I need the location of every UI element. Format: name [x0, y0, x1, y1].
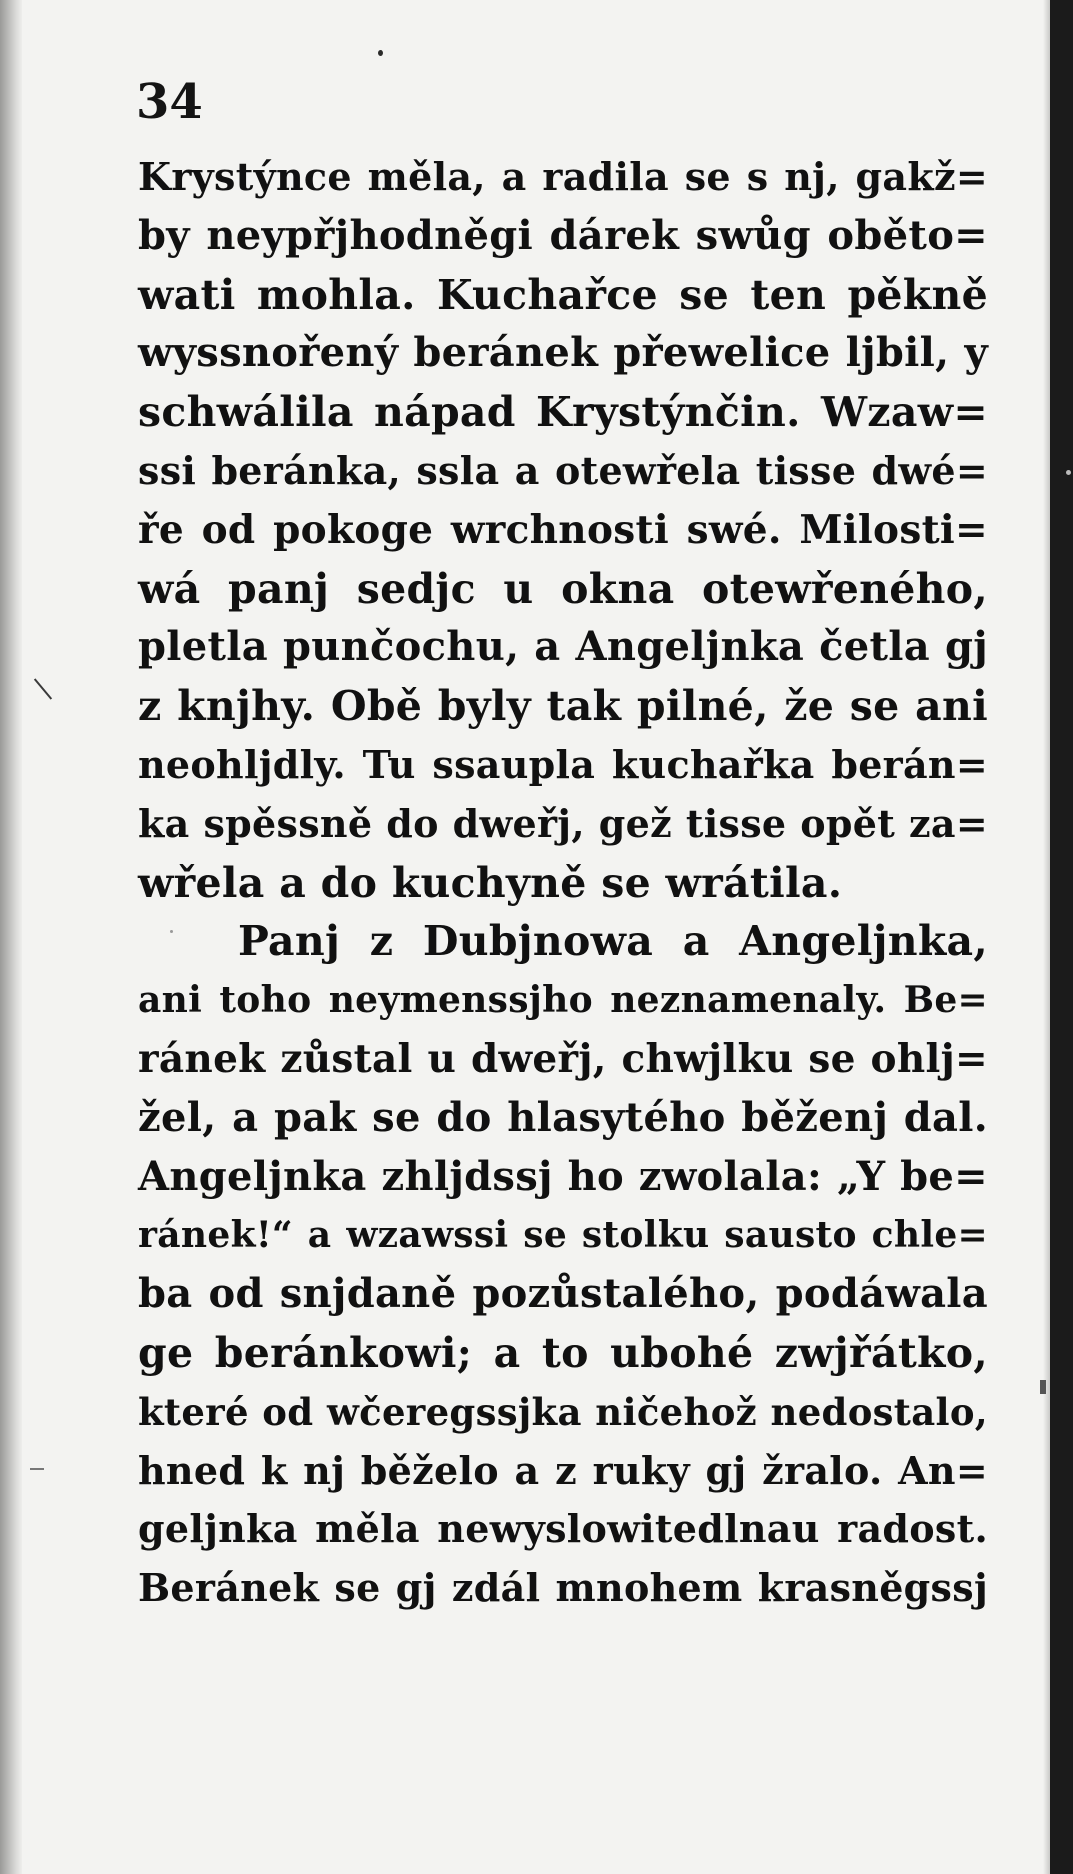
text-line: hned k nj běželo a z ruky gj žralo. An=	[138, 1447, 988, 1493]
text-line: wá panj sedjc u okna otewřeného,	[138, 564, 988, 613]
text-line: ře od pokoge wrchnosti swé. Milosti=	[138, 506, 988, 553]
margin-stroke	[30, 1468, 44, 1470]
ink-speck	[378, 50, 383, 56]
text-line: žel, a pak se do hlasytého běženj dal.	[138, 1093, 988, 1141]
text-line: ránek!“ a wzawssi se stolku sausto chle=	[138, 1214, 988, 1257]
text-line: pletla punčochu, a Angeljnka četla gj	[138, 623, 988, 671]
text-line: ba od snjdaně pozůstalého, podáwala	[138, 1270, 988, 1318]
text-line: wati mohla. Kuchařce se ten pěkně	[138, 270, 988, 319]
text-line: ge beránkowi; a to ubohé zwjřátko,	[138, 1328, 988, 1377]
text-line: neohljdly. Tu ssaupla kuchařka berán=	[138, 741, 988, 787]
margin-stroke	[1040, 1380, 1046, 1394]
text-line: ssi beránka, ssla a otewřela tisse dwé=	[138, 447, 988, 493]
text-line: Krystýnce měla, a radila se s nj, gakž=	[138, 154, 988, 199]
ink-speck	[1066, 470, 1071, 475]
text-line: by neypřjhodněgi dárek swůg oběto=	[138, 211, 988, 259]
text-line: geljnka měla newyslowitedlnau radost.	[138, 1506, 988, 1552]
text-line: schwálila nápad Krystýnčin. Wzaw=	[138, 388, 988, 437]
text-line: které od wčeregssjka ničehož nedostalo,	[138, 1389, 988, 1434]
text-line: wřela a do kuchyně se wrátila.	[138, 858, 843, 907]
text-line: z knjhy. Obě byly tak pilné, že se ani	[138, 682, 988, 731]
text-line: Angeljnka zhljdssj ho zwolala: „Y be=	[138, 1152, 988, 1200]
text-line: ka spěssně do dweřj, gež tisse opět za=	[138, 800, 988, 846]
text-line: ránek zůstal u dweřj, chwjlku se ohlj=	[138, 1035, 988, 1082]
body-text	[138, 148, 988, 1618]
text-line: Panj z Dubjnowa a Angeljnka,	[238, 917, 988, 966]
ink-speck	[170, 930, 173, 933]
page-number: 34	[136, 74, 203, 130]
margin-stroke	[34, 678, 52, 699]
text-line: Beránek se gj zdál mnohem krasněgssj	[138, 1565, 988, 1611]
text-line: wyssnořený beránek přewelice ljbil, y	[138, 329, 988, 377]
text-line: ani toho neymenssjho neznamenaly. Be=	[138, 979, 988, 1022]
